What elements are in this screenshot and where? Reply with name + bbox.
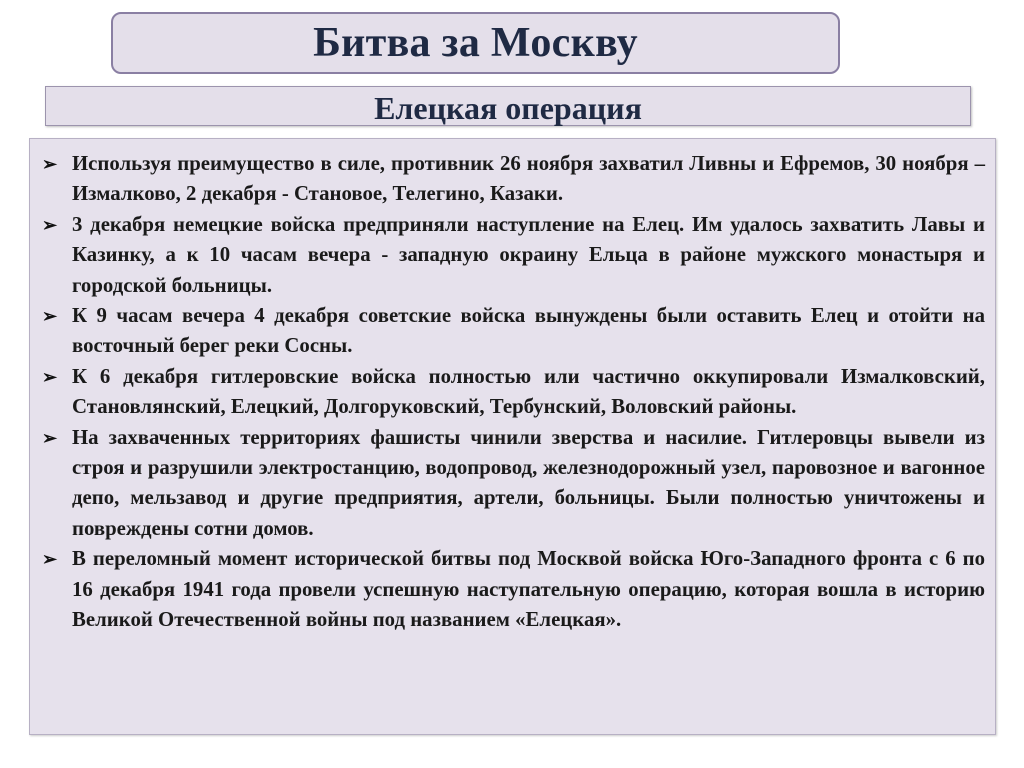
bullet-text: На захваченных территориях фашисты чинили зверства и насилие. Гитлеровцы вывели из строя и разрушили электростанцию, водопровод, железнодорожный узел, паровозное и вагонное депо, мельзавод и другие предприятия, артели, больницы. Были полностью уничтожены и повреждены сотни домов.	[72, 425, 985, 540]
bullet-item	[40, 301, 985, 362]
bullet-list	[40, 149, 985, 636]
bullet-text: В переломный момент исторической битвы под Москвой войска Юго-Западного фронта с 6 по 16 декабря 1941 года провели успешную наступательную операцию, которая вошла в историю Великой Отечественной войны под названием «Елецкая».	[72, 547, 985, 632]
bullet-text: Используя преимущество в силе, противник 26 ноября захватил Ливны и Ефремов, 30 ноября – Измалково, 2 декабря - Становое, Телегино, Казаки.	[72, 152, 985, 206]
arrow-bullet-icon: ➢	[42, 306, 58, 327]
slide-title: Битва за Москву	[313, 20, 638, 66]
bullet-item	[40, 210, 985, 301]
content-box	[29, 138, 996, 735]
arrow-bullet-icon: ➢	[42, 214, 58, 235]
arrow-bullet-icon: ➢	[42, 366, 58, 387]
arrow-bullet-icon: ➢	[42, 427, 58, 448]
bullet-text: 3 декабря немецкие войска предприняли наступление на Елец. Им удалось захватить Лавы и Казинку, а к 10 часам вечера - западную окраину Ельца в районе мужского монастыря и городской больницы.	[72, 212, 985, 297]
bullet-item	[40, 362, 985, 423]
title-box	[111, 12, 840, 74]
bullet-text: К 9 часам вечера 4 декабря советские войска вынуждены были оставить Елец и отойти на восточный берег реки Сосны.	[72, 304, 985, 358]
subtitle-box	[45, 86, 971, 126]
bullet-item	[40, 544, 985, 635]
slide-subtitle: Елецкая операция	[374, 89, 642, 126]
arrow-bullet-icon: ➢	[42, 154, 58, 174]
arrow-bullet-icon: ➢	[42, 549, 58, 570]
bullet-item	[40, 149, 985, 210]
bullet-text: К 6 декабря гитлеровские войска полностью или частично оккупировали Измалковский, Становлянский, Елецкий, Долгоруковский, Тербунский, Воловский районы.	[72, 364, 985, 419]
bullet-item	[40, 423, 985, 545]
